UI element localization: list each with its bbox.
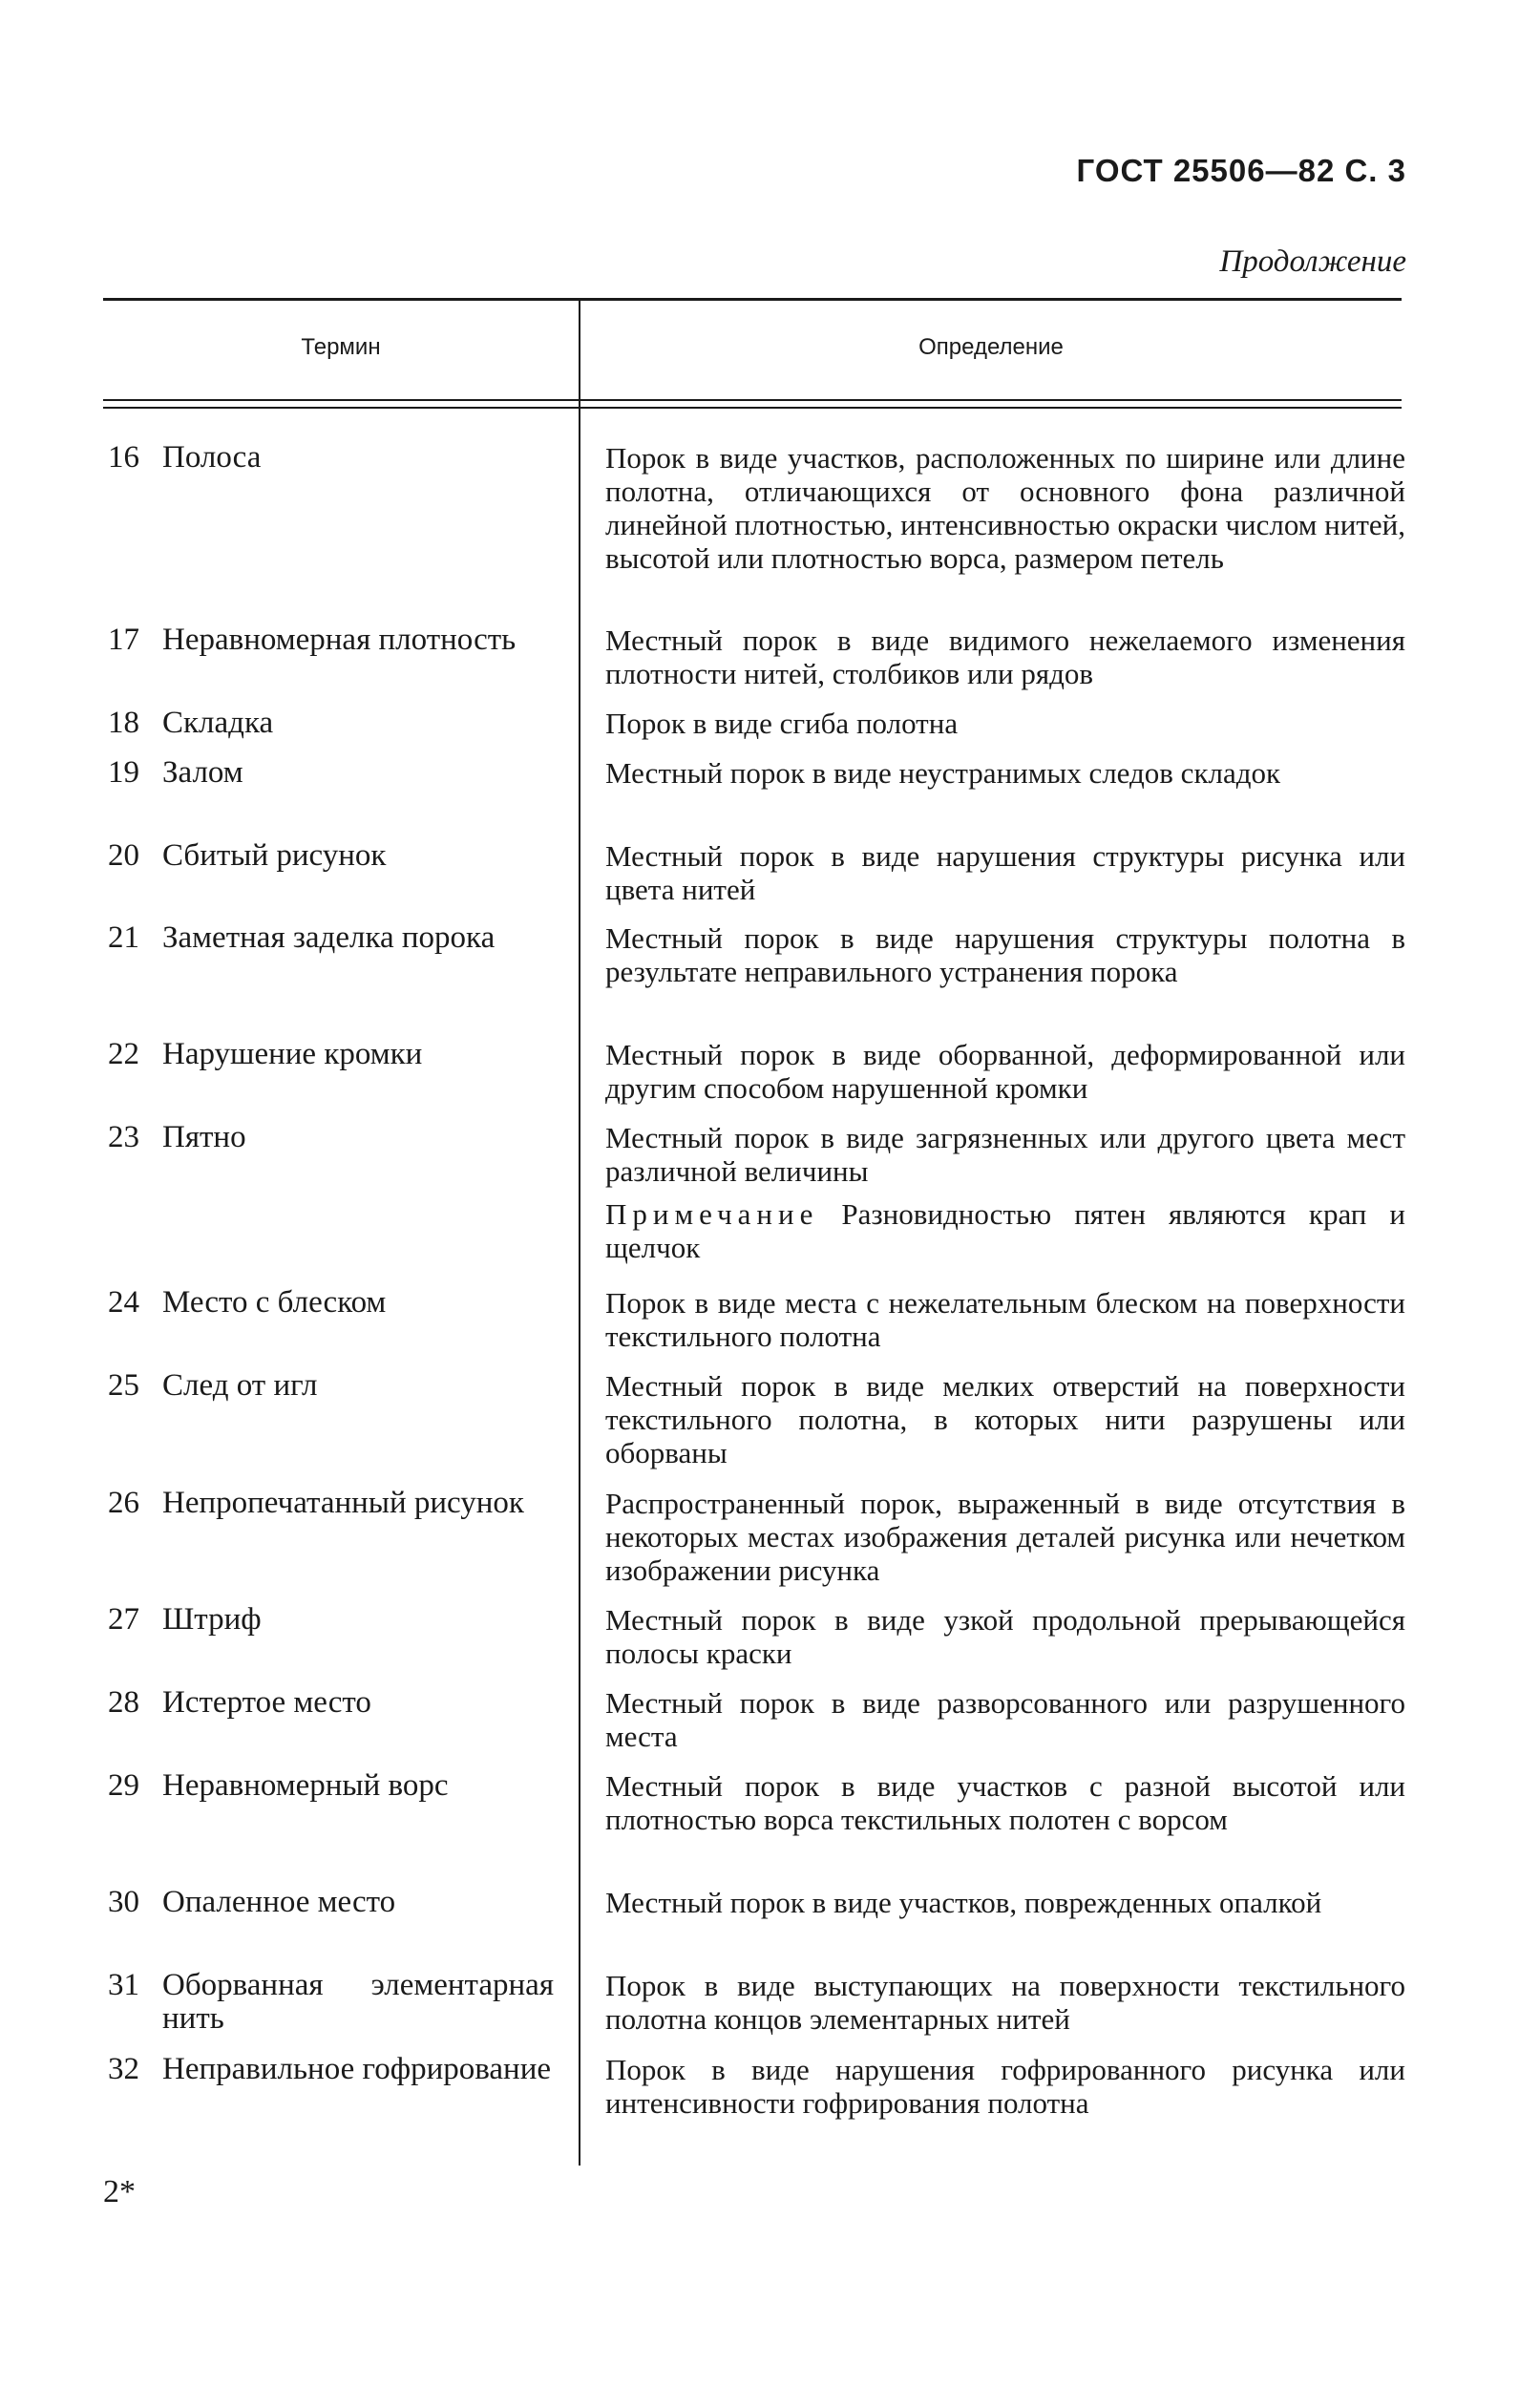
definition-cell: Порок в виде места с нежелательным блеском на поверхности текстильного полотна <box>605 1286 1405 1353</box>
row-number: 32 <box>108 2052 139 2086</box>
table-column-divider <box>579 300 580 2166</box>
definition-cell: Порок в виде выступающих на поверхности текстильного полотна концов элементарных нитей <box>605 1969 1405 2036</box>
definition-cell: Местный порок в виде участков, поврежденных опалкой <box>605 1886 1322 1919</box>
term-cell: Нарушение кромки <box>162 1037 423 1071</box>
definition-cell: Порок в виде участков, расположенных по ширине или длине полотна, отличающихся от основного фона различной линейной плотностью, интенсивностью окраски числом нитей, высотой или плотностью ворса, размером петель <box>605 441 1405 575</box>
standard-reference: ГОСТ 25506—82 С. 3 <box>1076 153 1406 188</box>
definition-cell: Местный порок в виде разворсованного или разрушенного места <box>605 1686 1405 1753</box>
definition-cell: Местный порок в виде нарушения структуры рисунка или цвета нитей <box>605 839 1405 906</box>
row-number: 16 <box>108 440 139 475</box>
term-cell: Полоса <box>162 440 262 475</box>
definition-cell: Порок в виде нарушения гофрированного рисунка или интенсивности гофрирования полотна <box>605 2053 1405 2120</box>
row-number: 29 <box>108 1768 139 1803</box>
term-cell: Пятно <box>162 1120 246 1154</box>
continuation-label: Продолжение <box>1219 244 1406 279</box>
term-cell: Неправильное гофрирование <box>162 2052 552 2086</box>
term-cell: Неравномерный ворс <box>162 1768 449 1803</box>
term-cell: Опаленное место <box>162 1885 396 1919</box>
term-cell: Складка <box>162 706 274 740</box>
definition-cell: Местный порок в виде нарушения структуры полотна в результате неправильного устранения порока <box>605 921 1405 988</box>
row-number: 28 <box>108 1685 139 1720</box>
term-cell: След от игл <box>162 1368 318 1403</box>
row-number: 18 <box>108 706 139 740</box>
definition-cell: Местный порок в виде участков с разной высотой или плотностью ворса текстильных полотен с ворсом <box>605 1769 1405 1836</box>
row-number: 21 <box>108 920 139 955</box>
term-cell: Истертое место <box>162 1685 371 1720</box>
row-number: 25 <box>108 1368 139 1403</box>
term-cell: Оборванная элементарная нить <box>162 1968 554 2036</box>
definition-cell: Местный порок в виде оборванной, деформированной или другим способом нарушенной кромки <box>605 1038 1405 1105</box>
row-number: 26 <box>108 1486 139 1520</box>
row-number: 20 <box>108 838 139 873</box>
term-cell: Залом <box>162 755 243 790</box>
definition-cell: Местный порок в виде неустранимых следов складок <box>605 756 1281 790</box>
column-header-definition: Определение <box>918 334 1064 360</box>
row-number: 24 <box>108 1285 139 1320</box>
table-top-rule <box>103 298 1402 301</box>
note-label: Примечание <box>605 1197 819 1231</box>
term-cell: Непропечатанный рисунок <box>162 1486 524 1520</box>
definition-cell: Местный порок в виде узкой продольной прерывающейся полосы краски <box>605 1603 1405 1670</box>
definition-cell: Порок в виде сгиба полотна <box>605 707 959 740</box>
row-number: 22 <box>108 1037 139 1071</box>
row-number: 30 <box>108 1885 139 1919</box>
note-text: Разновидностью пятен являются крап и щелчок <box>605 1197 1405 1264</box>
definition-cell: Распространенный порок, выраженный в виде отсутствия в некоторых местах изображения деталей рисунка или нечетком изображении рисунка <box>605 1487 1405 1587</box>
row-number: 17 <box>108 623 139 657</box>
term-cell: Сбитый рисунок <box>162 838 387 873</box>
page-mark: 2* <box>103 2174 136 2209</box>
column-header-term: Термин <box>301 334 381 360</box>
definition-cell: Местный порок в виде видимого нежелаемого изменения плотности нитей, столбиков или рядов <box>605 623 1405 690</box>
definition-cell: Местный порок в виде мелких отверстий на поверхности текстильного полотна, в которых нити разрушены или оборваны <box>605 1369 1405 1469</box>
term-cell: Заметная заделка порока <box>162 920 496 955</box>
table-header-double-rule <box>103 399 1402 409</box>
term-cell: Место с блеском <box>162 1285 387 1320</box>
row-number: 31 <box>108 1968 139 2002</box>
term-cell: Штриф <box>162 1602 262 1637</box>
row-number: 27 <box>108 1602 139 1637</box>
term-cell: Неравномерная плотность <box>162 623 517 657</box>
row-number: 23 <box>108 1120 139 1154</box>
row-number: 19 <box>108 755 139 790</box>
note-cell <box>605 1197 1405 1264</box>
definition-cell: Местный порок в виде загрязненных или другого цвета мест различной величины <box>605 1121 1405 1188</box>
